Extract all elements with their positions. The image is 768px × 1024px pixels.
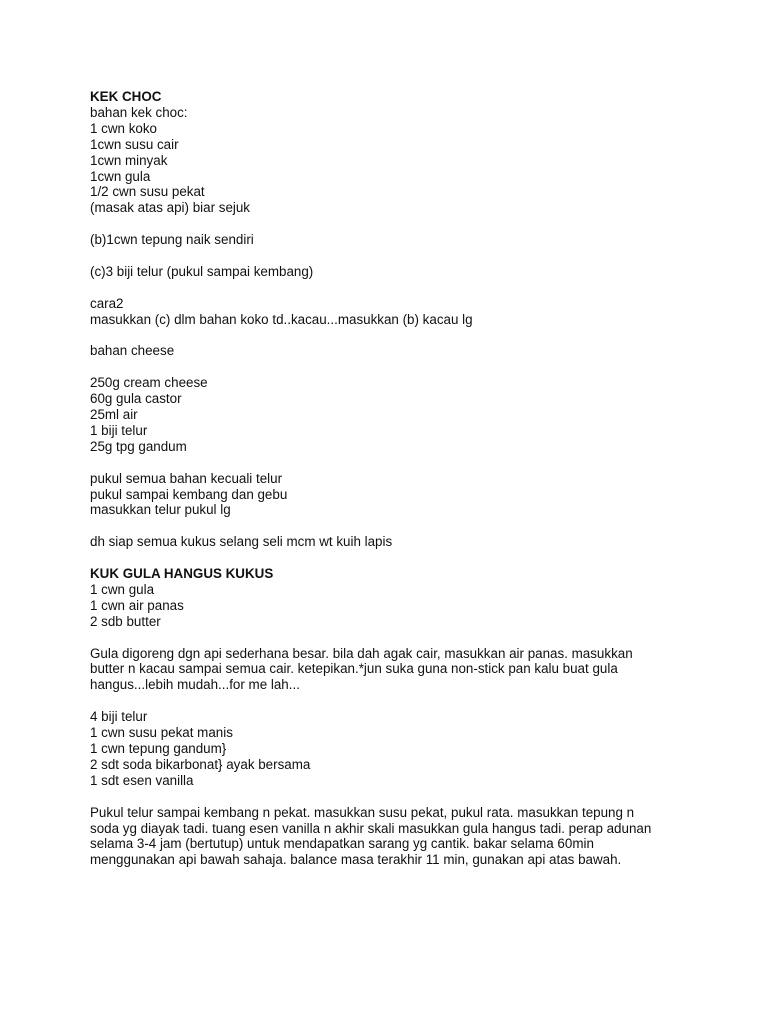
caramel-ingredient: 1 cwn air panas [90, 597, 184, 613]
ingredients-label: bahan kek choc: [90, 104, 188, 120]
spacer [90, 630, 730, 646]
ingredient-c: (c)3 biji telur (pukul sampai kembang) [90, 263, 314, 279]
cheese-ingredient: 250g cream cheese [90, 375, 208, 391]
spacer [90, 455, 730, 471]
spacer [90, 359, 730, 375]
ingredient-b: (b)1cwn tepung naik sendiri [90, 232, 254, 248]
spacer [90, 216, 730, 232]
document-page [90, 89, 730, 868]
spacer [90, 693, 730, 709]
spacer [90, 550, 730, 566]
recipe-title-kuk-gula-hangus: KUK GULA HANGUS KUKUS [90, 566, 274, 582]
cheese-ingredient: 25ml air [90, 407, 138, 423]
caramel-method-line: butter n kacau sampai semua cair. ketepikan.*jun suka guna non-stick pan kalu buat gula [90, 661, 618, 677]
cheese-ingredient: 25g tpg gandum [90, 438, 187, 454]
cheese-ingredient: 60g gula castor [90, 391, 182, 407]
cake-ingredient: 1 cwn susu pekat manis [90, 725, 233, 741]
cake-method-line: menggunakan api bawah sahaja. balance masa terakhir 11 min, gunakan api atas bawah. [90, 852, 622, 868]
spacer [90, 280, 730, 296]
cheese-step: pukul sampai kembang dan gebu [90, 486, 288, 502]
spacer [90, 789, 730, 805]
final-step: dh siap semua kukus selang seli mcm wt kuih lapis [90, 534, 393, 550]
caramel-ingredient: 1 cwn gula [90, 581, 155, 597]
cheese-step: pukul semua bahan kecuali telur [90, 470, 283, 486]
spacer [90, 518, 730, 534]
caramel-method-line: Gula digoreng dgn api sederhana besar. bila dah agak cair, masukkan air panas. masukkan [90, 645, 633, 661]
method-label: cara2 [90, 295, 124, 311]
ingredient-line: 1cwn minyak [90, 152, 168, 168]
cake-ingredient: 1 cwn tepung gandum} [90, 741, 227, 756]
ingredient-line: 1cwn susu cair [90, 136, 179, 152]
cake-method-line: Pukul telur sampai kembang n pekat. masukkan susu pekat, pukul rata. masukkan tepung n [90, 804, 635, 820]
cake-method-line: selama 3-4 jam (bertutup) untuk mendapatkan sarang yg cantik. bakar selama 60min [90, 836, 594, 852]
caramel-ingredient: 2 sdb butter [90, 613, 161, 629]
spacer [90, 248, 730, 264]
recipe-title-kek-choc: KEK CHOC [90, 89, 162, 104]
ingredient-line: 1cwn gula [90, 168, 151, 184]
cheese-ingredient: 1 biji telur [90, 422, 148, 438]
cake-ingredient: 2 sdt soda bikarbonat} ayak bersama [90, 756, 311, 772]
cheese-step: masukkan telur pukul lg [90, 502, 231, 518]
ingredient-line: (masak atas api) biar sejuk [90, 200, 251, 216]
spacer [90, 328, 730, 344]
caramel-method-line: hangus...lebih mudah...for me lah... [90, 677, 300, 693]
cake-method-line: soda yg diayak tadi. tuang esen vanilla n akhir skali masukkan gula hangus tadi. perap adunan [90, 820, 652, 836]
cheese-label: bahan cheese [90, 343, 175, 359]
ingredient-line: 1 cwn koko [90, 120, 157, 136]
cake-ingredient: 4 biji telur [90, 709, 148, 725]
method-text: masukkan (c) dlm bahan koko td..kacau...masukkan (b) kacau lg [90, 311, 473, 327]
cake-ingredient: 1 sdt esen vanilla [90, 772, 194, 788]
ingredient-line: 1/2 cwn susu pekat [90, 184, 205, 200]
